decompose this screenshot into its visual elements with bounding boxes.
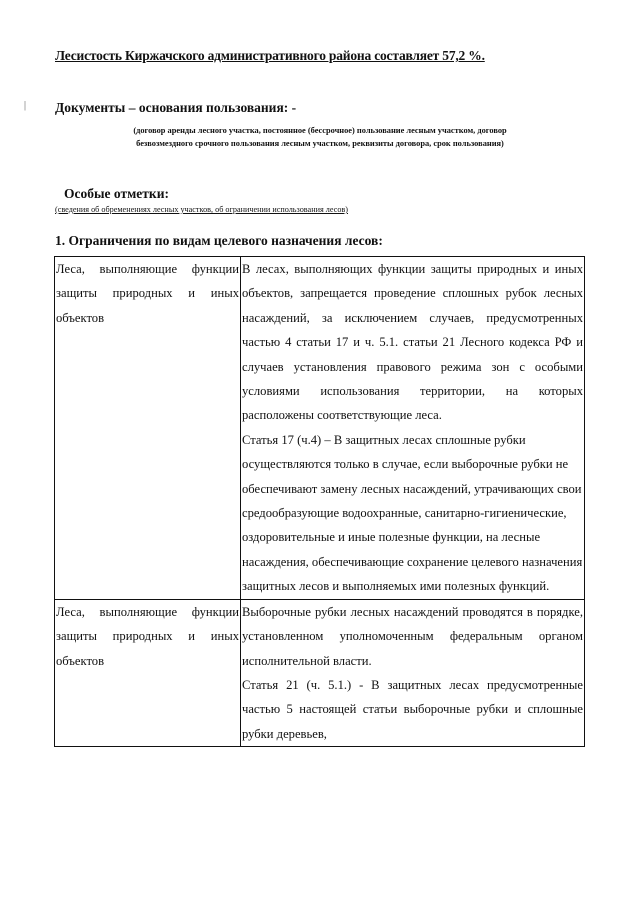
forest-category-text: Леса, выполняющие функции защиты природных и иных объектов bbox=[56, 604, 239, 668]
documents-heading: Документы – основания пользования: - bbox=[55, 100, 297, 115]
table-row bbox=[55, 257, 585, 600]
restriction-paragraph: Выборочные рубки лесных насаждений проводятся в порядке, установленном уполномоченным федеральным органом исполнительной власти. bbox=[242, 604, 583, 668]
documents-hint bbox=[100, 124, 540, 150]
special-notes-hint: (сведения об обременениях лесных участков, об ограничении использования лесов) bbox=[55, 205, 349, 214]
documents-hint-line-1: (договор аренды лесного участка, постоянное (бессрочное) пользование лесным участком, договор bbox=[133, 126, 507, 135]
forest-category-cell bbox=[55, 257, 241, 600]
restriction-paragraph: Статья 21 (ч. 5.1.) - В защитных лесах предусмотренные частью 5 настоящей статьи выборочные рубки и сплошные рубки деревьев, bbox=[242, 677, 583, 741]
table-row bbox=[55, 599, 585, 746]
restriction-paragraph: В лесах, выполняющих функции защиты природных и иных объектов, запрещается проведение сплошных рубок лесных насаждений, за исключением случаев, предусмотренных частью 4 статьи 17 и ч. 5.1. статьи 21 Лесного кодекса РФ и случаев установления правового режима зон с особыми условиями использования территории, на которых расположены соответствующие леса. bbox=[242, 262, 583, 423]
restrictions-table bbox=[54, 256, 585, 747]
section-1-heading: 1. Ограничения по видам целевого назначения лесов: bbox=[55, 233, 383, 248]
forest-cover-statement: Лесистость Киржачского административного района составляет 57,2 %. bbox=[55, 48, 485, 63]
forest-category-text: Леса, выполняющие функции защиты природных и иных объектов bbox=[56, 262, 239, 325]
scan-mark: | bbox=[24, 100, 27, 111]
special-notes-heading: Особые отметки: bbox=[64, 186, 169, 201]
documents-hint-line-2: безвозмездного срочного пользования лесным участком, реквизиты договора, срок пользования) bbox=[136, 139, 504, 148]
restriction-description-cell bbox=[241, 257, 585, 600]
restriction-description-cell bbox=[241, 599, 585, 746]
restriction-paragraph: Статья 17 (ч.4) – В защитных лесах сплошные рубки осуществляются только в случае, если выборочные рубки не обеспечивают замену лесных насаждений, утрачивающих свои средообразующие водоохранные, санитарно-гигиенические, оздоровительные и иные полезные функции, на лесные насаждения, обеспечивающие сохранение целевого назначения защитных лесов и выполняемых ими полезных функций. bbox=[242, 432, 583, 594]
forest-category-cell bbox=[55, 599, 241, 746]
